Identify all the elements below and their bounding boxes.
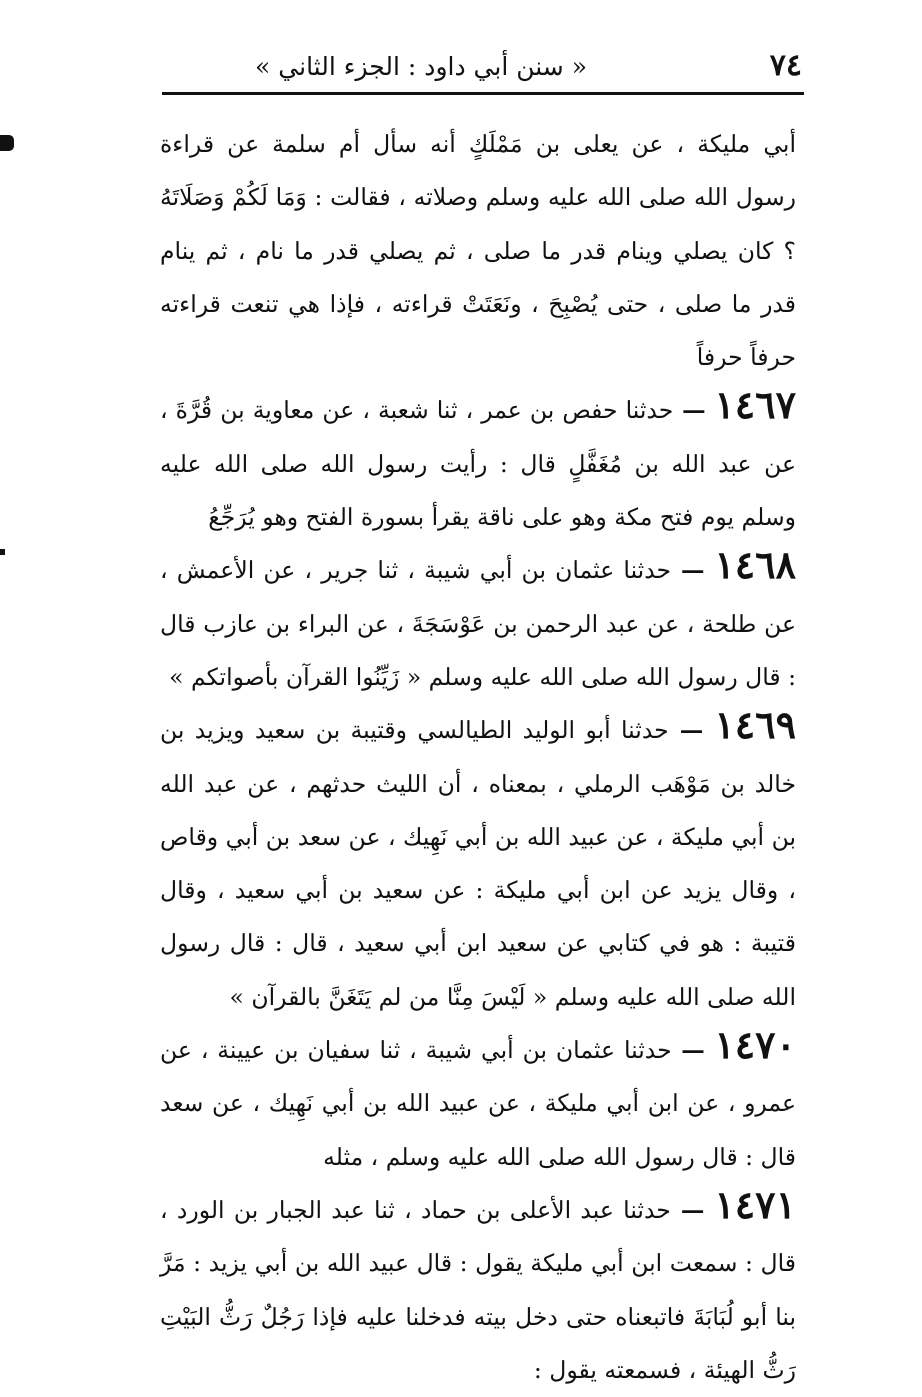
header-rule xyxy=(162,92,804,95)
paragraph-continuation xyxy=(160,118,796,384)
dash-separator: — xyxy=(671,556,715,585)
hadith-text-body xyxy=(160,118,796,1397)
hadith-1467 xyxy=(160,384,796,544)
margin-ink-mark xyxy=(0,135,14,151)
hadith-number: ١٤٦٨ xyxy=(714,542,796,588)
dash-separator: — xyxy=(673,396,715,425)
paragraph-text: حدثنا عثمان بن أبي شيبة ، ثنا سفيان بن عيينة ، عن عمرو ، عن ابن أبي مليكة ، عن عبيد الله بن أبي نَهِيك ، عن سعد قال : قال رسول الله صلى الله عليه وسلم ، مثله xyxy=(160,1036,796,1171)
hadith-number: ١٤٦٩ xyxy=(714,702,796,748)
paragraph-text: حدثنا عثمان بن أبي شيبة ، ثنا جرير ، عن الأعمش ، عن طلحة ، عن عبد الرحمن بن عَوْسَجَةَ ، عن البراء بن عازب قال : قال رسول الله صلى الله عليه وسلم « زَيِّنُوا القرآن بأصواتكم » xyxy=(160,556,796,691)
paragraph-text: حدثنا عبد الأعلى بن حماد ، ثنا عبد الجبار بن الورد ، قال : سمعت ابن أبي مليكة يقول : قال عبيد الله بن أبي يزيد : مَرَّ بنا أبو لُبَابَةَ فاتبعناه حتى دخل بيته فدخلنا عليه فإذا رَجُلٌ رَثُّ البَيْتِ رَثُّ الهيئة ، فسمعته يقول : xyxy=(160,1195,796,1384)
running-title: « سنن أبي داود : الجزء الثاني » xyxy=(255,52,587,81)
hadith-number: ١٤٧٠ xyxy=(714,1022,796,1068)
hadith-number: ١٤٧١ xyxy=(714,1181,796,1227)
paragraph-text: حدثنا أبو الوليد الطيالسي وقتيبة بن سعيد ويزيد بن خالد بن مَوْهَب الرملي ، بمعناه ، أن الليث حدثهم ، عن عبد الله بن أبي مليكة ، عن عبيد الله بن أبي نَهِيك ، عن سعد بن أبي وقاص ، وقال يزيد عن ابن أبي مليكة : عن سعيد بن أبي سعيد ، وقال قتيبة : هو في كتابي عن سعيد ابن أبي سعيد ، قال : قال رسول الله صلى الله عليه وسلم « لَيْسَ مِنَّا من لم يَتَغَنَّ بالقرآن » xyxy=(160,716,796,1011)
paragraph-text: حدثنا حفص بن عمر ، ثنا شعبة ، عن معاوية بن قُرَّةَ ، عن عبد الله بن مُغَفَّلٍ قال : رأيت رسول الله صلى الله عليه وسلم يوم فتح مكة وهو على ناقة يقرأ بسورة الفتح وهو يُرَجِّعُ xyxy=(160,396,796,532)
hadith-1471 xyxy=(160,1181,796,1397)
hadith-number: ١٤٦٧ xyxy=(714,382,796,428)
margin-ink-dot xyxy=(0,549,5,555)
dash-separator: — xyxy=(670,1195,715,1224)
hadith-1469 xyxy=(160,704,796,1024)
dash-separator: — xyxy=(668,716,715,745)
page-header xyxy=(162,40,802,92)
page-number: ٧٤ xyxy=(769,48,802,83)
dash-separator: — xyxy=(671,1036,715,1065)
paragraph-text: أبي مليكة ، عن يعلى بن مَمْلَكٍ أنه سأل أم سلمة عن قراءة رسول الله صلى الله عليه وسلم وصلاته ، فقالت : وَمَا لَكُمْ وَصَلَاتَهُ ؟ كان يصلي وينام قدر ما صلى ، ثم يصلي قدر ما نام ، ثم ينام قدر ما صلى ، حتى يُصْبِحَ ، ونَعَتَتْ قراءته ، فإذا هي تنعت قراءته حرفاً حرفاً xyxy=(160,130,796,372)
hadith-1470 xyxy=(160,1024,796,1184)
hadith-1468 xyxy=(160,544,796,704)
